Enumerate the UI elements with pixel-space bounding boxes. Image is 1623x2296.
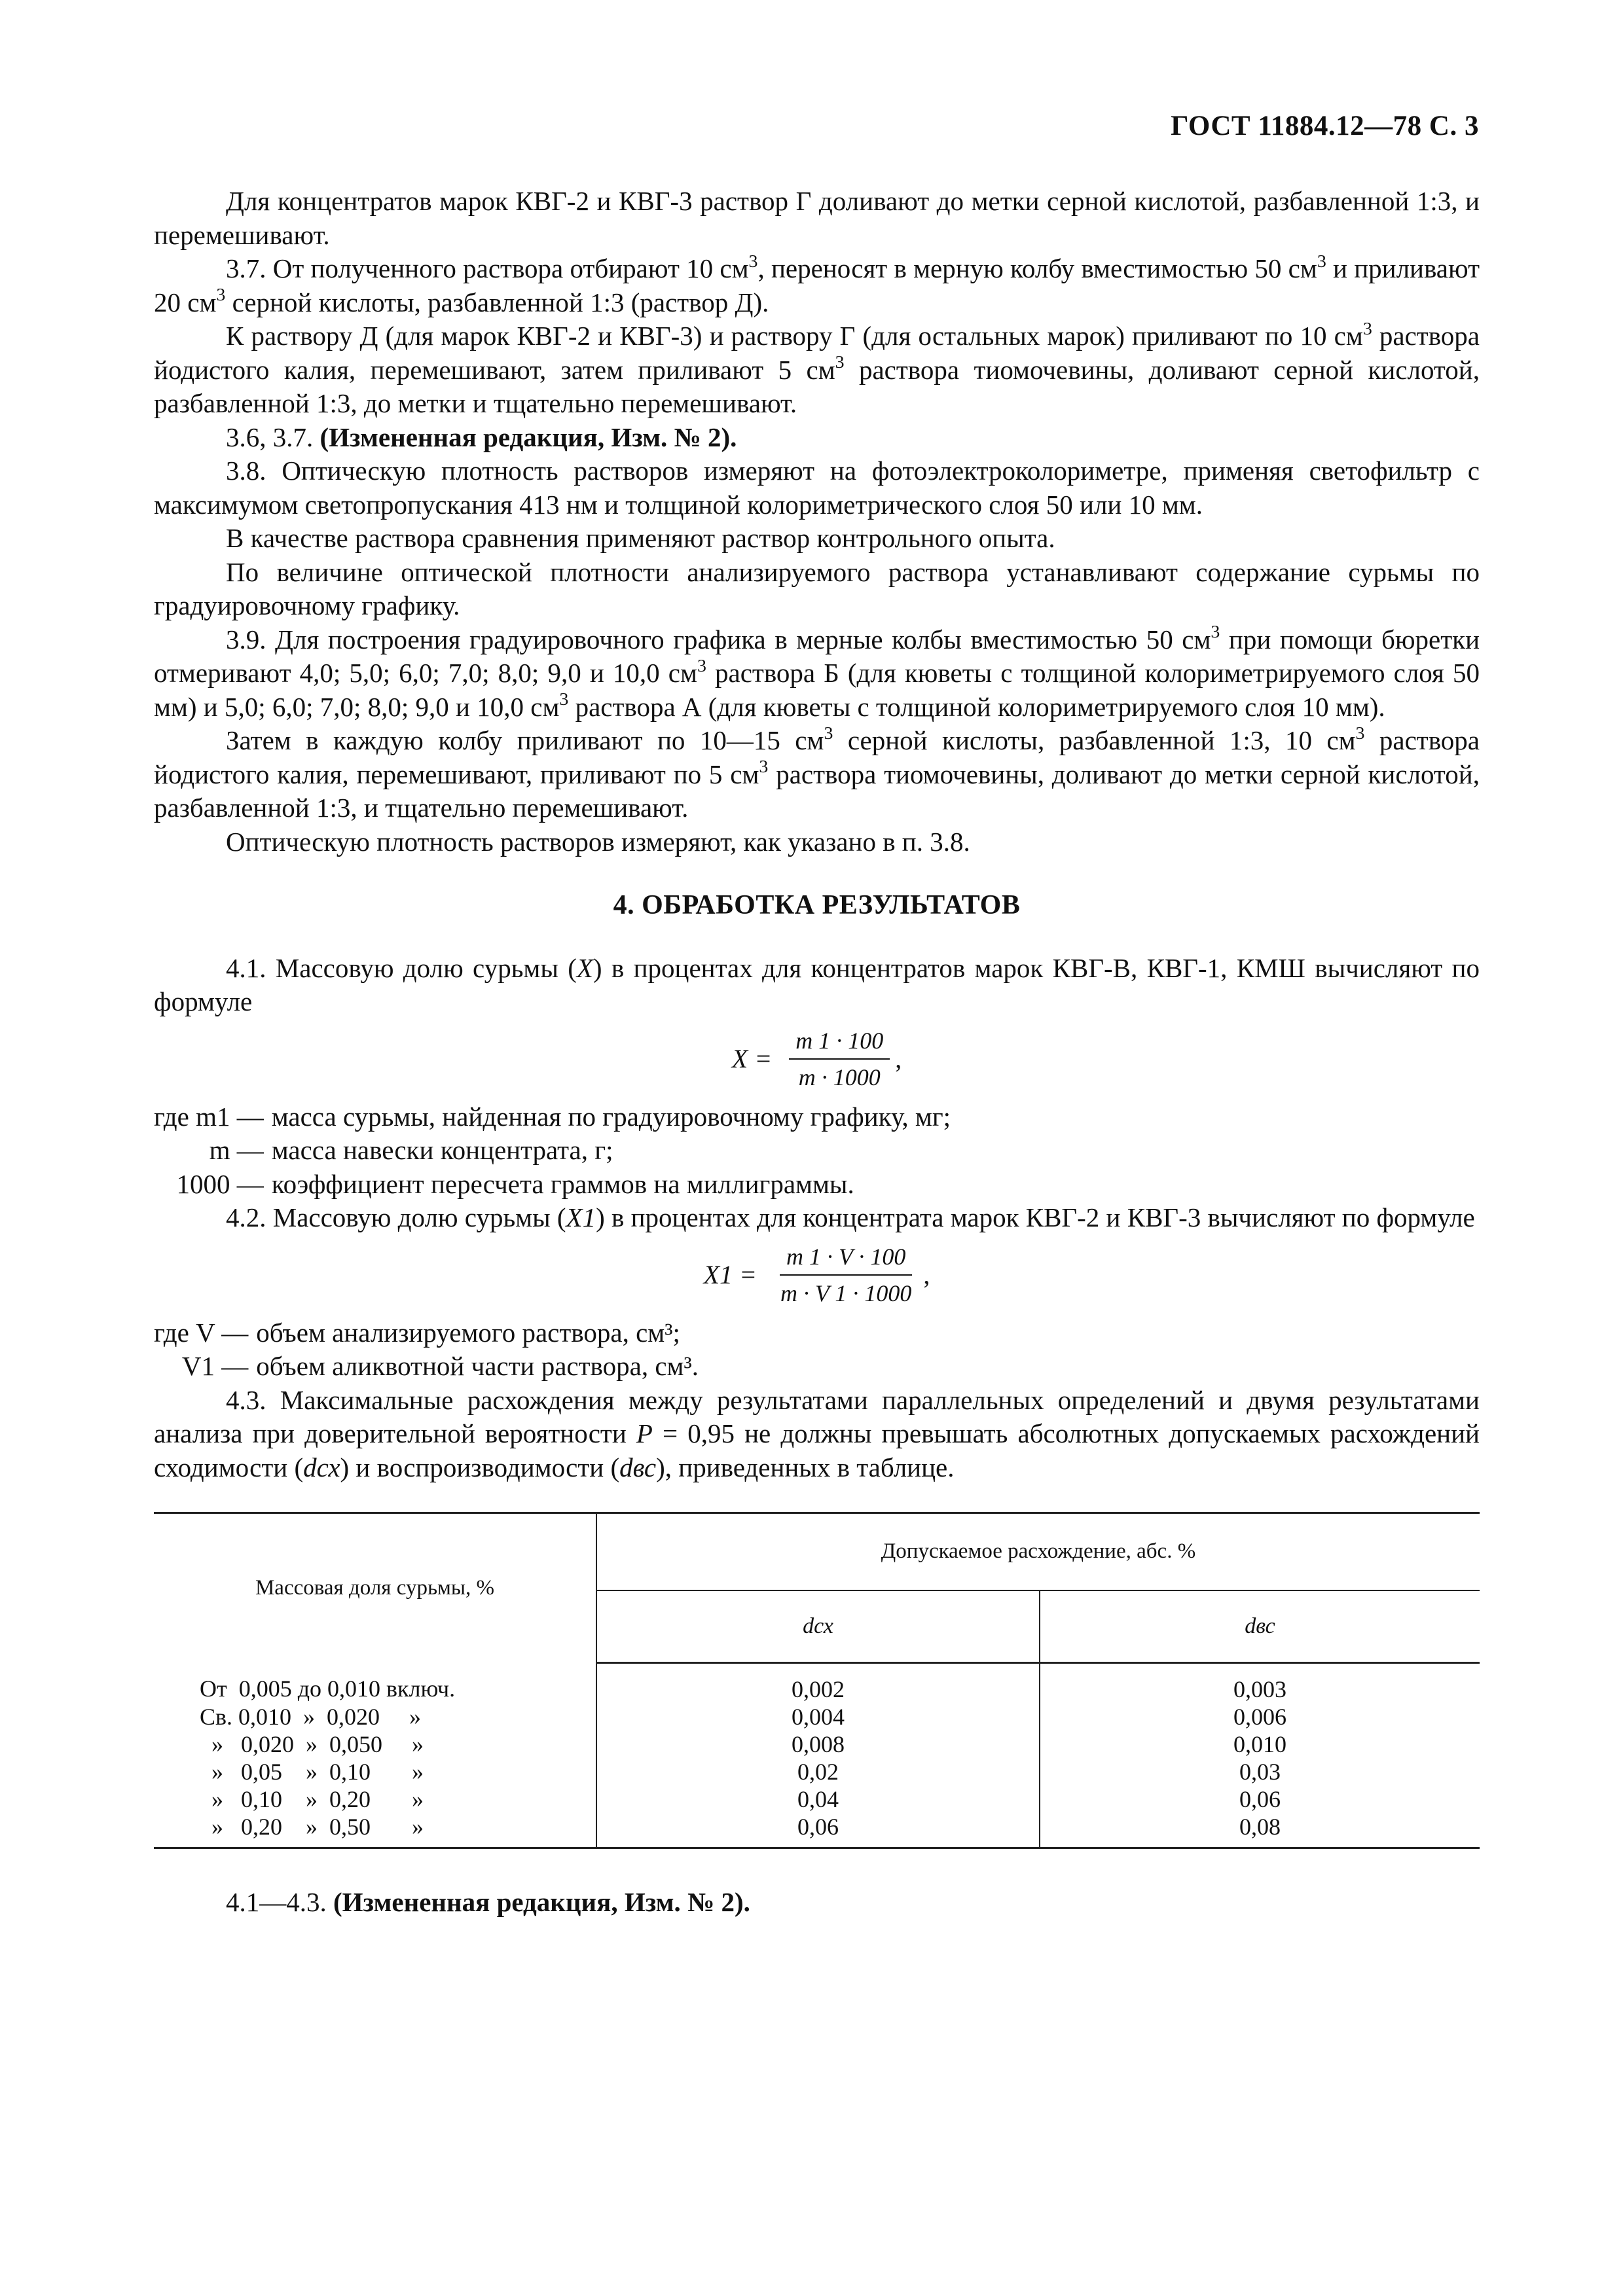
paragraph-3-9: 3.9. Для построения градуировочного графика в мерные колбы вместимостью 50 $см^3$ при помощи бюретки отмеривают 4,0; 5,0; 6,0; 7,0; 8,0; 9,0 и 10,0 $см^3$ раствора Б (для кюветы с толщиной колориметрируемого слоя 50 мм) и 5,0; 6,0; 7,0; 8,0; 9,0 и 10,0 $см^3$ раствора А (для кюветы с толщиной колориметрируемого слоя 10 мм). bbox=[154, 622, 1480, 722]
amendment-note: 4.1—4.3. (Измененная редакция, Изм. № 2). bbox=[226, 1887, 750, 1917]
document-header: ГОСТ 11884.12—78 С. 3 bbox=[1171, 111, 1479, 141]
table-row: » 0,10 » 0,20 » 0,04 0,06 bbox=[154, 1785, 1480, 1813]
paragraph-3-8: 3.8. Оптическую плотность растворов измеряют на фотоэлектроколориметре, применяя светофильтр с максимумом светопропускания 413 нм и толщиной колориметрического слоя 50 или 10 мм. bbox=[154, 456, 1480, 520]
denominator: m · 1000 bbox=[798, 1064, 881, 1090]
paragraph: Оптическую плотность растворов измеряют, как указано в п. 3.8. bbox=[226, 826, 970, 857]
numerator: m 1 · V · 100 bbox=[780, 1242, 912, 1276]
paragraph: Затем в каждую колбу приливают по 10—15 $см^3$ серной кислоты, разбавленной 1:3, 10 $см^3$ раствора йодистого калия, перемешивают, приливают по 5 $см^3$ раствора тиомочевины, доливают до метки серной кислотой, разбавленной 1:3, и тщательно перемешивают. bbox=[154, 723, 1480, 823]
paragraph: Для концентратов марок КВГ-2 и КВГ-3 раствор Г доливают до метки серной кислотой, разбавленной 1:3, и перемешивают. bbox=[154, 186, 1480, 250]
formula-1-legend: где m1 — масса сурьмы, найденная по градуировочному графику, мг; m — масса навески концентрата, г; 1000 — коэффициент пересчета граммов на миллиграммы. bbox=[154, 1101, 951, 1199]
table-row: » 0,020 » 0,050 » 0,008 0,010 bbox=[154, 1731, 1480, 1758]
numerator: m 1 · 100 bbox=[789, 1026, 890, 1060]
paragraph-4-1: 4.1. Массовую долю сурьмы (X) в процентах для концентратов марок КВГ-В, КВГ-1, КМШ вычисляют по формуле bbox=[154, 952, 1480, 1016]
paragraph: В качестве раствора сравнения применяют раствор контрольного опыта. bbox=[226, 523, 1055, 553]
section-title: 4. ОБРАБОТКА РЕЗУЛЬТАТОВ bbox=[613, 890, 1021, 920]
denominator: m · V 1 · 1000 bbox=[780, 1280, 912, 1306]
table-header-dcx: dсх bbox=[596, 1590, 1040, 1663]
table-row: » 0,05 » 0,10 » 0,02 0,03 bbox=[154, 1758, 1480, 1785]
tolerance-table bbox=[154, 1512, 1480, 1849]
formula-2-legend: где V — объем анализируемого раствора, см³; V1 — объем аликвотной части раствора, см³. bbox=[154, 1317, 699, 1381]
paragraph: По величине оптической плотности анализируемого раствора устанавливают содержание сурьмы по градуировочному графику. bbox=[154, 556, 1480, 620]
table-header-tolerance: Допускаемое расхождение, абс. % bbox=[596, 1513, 1480, 1591]
formula-2: X1 = $\frac{m 1 \cdot V \cdot 100}{m \cdot V 1 \cdot 1000}$ , bbox=[154, 1242, 1480, 1308]
table-header-mass-fraction: Массовая доля сурьмы, % bbox=[154, 1513, 596, 1663]
formula-lhs: X = bbox=[731, 1043, 773, 1073]
fraction bbox=[774, 1242, 918, 1308]
table-row: Св. 0,010 » 0,020 » 0,004 0,006 bbox=[154, 1703, 1480, 1731]
fraction bbox=[789, 1026, 890, 1092]
amendment-note: 3.6, 3.7. (Измененная редакция, Изм. № 2). bbox=[226, 422, 737, 452]
table-row: » 0,20 » 0,50 » 0,06 0,08 bbox=[154, 1813, 1480, 1848]
paragraph-4-3: 4.3. Максимальные расхождения между результатами параллельных определений и двумя результатами анализа при доверительной вероятности P = 0,95 не должны превышать абсолютных допускаемых расхождений сходимости (dсх) и воспроизводимости (dвс), приведенных в таблице. bbox=[154, 1384, 1480, 1482]
paragraph-4-2: 4.2. Массовую долю сурьмы (X1) в процентах для концентрата марок КВГ-2 и КВГ-3 вычисляют по формуле bbox=[226, 1202, 1475, 1232]
table-header-dbc: dвс bbox=[1040, 1590, 1480, 1663]
table-row: От 0,005 до 0,010 включ. 0,002 0,003 bbox=[154, 1663, 1480, 1704]
formula-1: X = $\frac{m 1 \cdot 100}{m \cdot 1000}$ , bbox=[154, 1026, 1480, 1092]
formula-lhs: X1 = bbox=[703, 1259, 757, 1289]
paragraph-3-7: 3.7. От полученного раствора отбирают 10 $см^3$, переносят в мерную колбу вместимостью 50 $см^3$ и приливают 20 $см^3$ серной кислоты, разбавленной 1:3 (раствор Д). bbox=[154, 251, 1480, 317]
document-body bbox=[154, 185, 1480, 1920]
paragraph: К раствору Д (для марок КВГ-2 и КВГ-3) и раствору Г (для остальных марок) приливают по 10 $см^3$ раствора йодистого калия, перемешивают, затем приливают 5 $см^3$ раствора тиомочевины, доливают серной кислотой, разбавленной 1:3, до метки и тщательно перемешивают. bbox=[154, 318, 1480, 418]
